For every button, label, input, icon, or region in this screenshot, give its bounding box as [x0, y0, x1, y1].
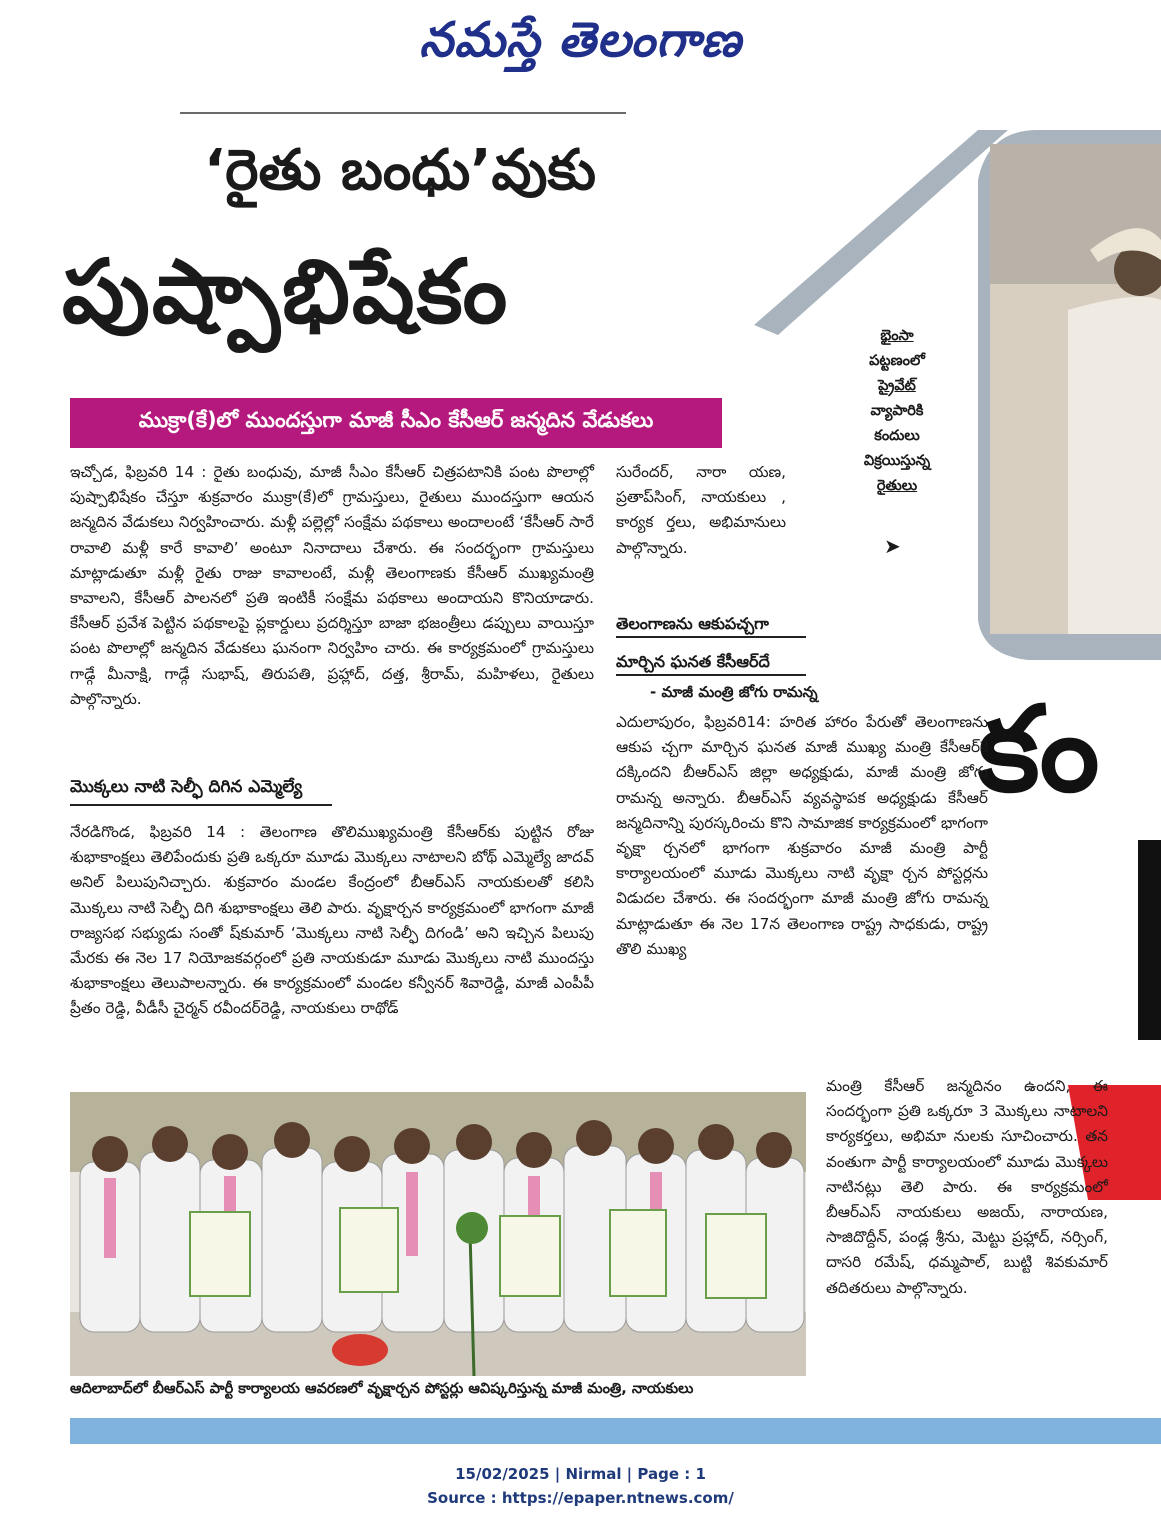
- side-caption-line: రైతులు: [876, 478, 918, 494]
- side-headline-fragment: కం: [978, 680, 1100, 818]
- bottom-color-bar: [70, 1418, 1161, 1444]
- story3-heading-rule: [616, 674, 806, 676]
- side-caption-line: ప్రైవేట్: [878, 378, 916, 394]
- story2-heading: మొక్కలు నాటి సెల్ఫీ దిగిన ఎమ్మెల్యే: [70, 777, 303, 797]
- story1-body: ఇచ్చోడ, ఫిబ్రవరి 14 : రైతు బంధువు, మాజీ సీఎం కేసీఆర్ చిత్రపటానికి పంట పొలాల్లో పుష్పాభిషేకం చేస్తూ శుక్రవారం ముక్రా(కే)లో గ్రామస్తులు, రైతులు ముందస్తుగా ఆయన జన్మదిన వేడుకలు నిర్వహించారు. మళ్లీ పల్లెల్లో సంక్షేమ పథకాలు అందాలంటే ‘కేసీఆర్ సారే రావాలి మళ్లీ కారే కావాలి’ అంటూ నినాదాలు చేశారు. ఈ సందర్భంగా గ్రామస్తులు మాట్లాడుతూ మళ్లీ రైతు రాజు కావాలంటే, మళ్లీ తెలంగాణకు కేసీఆర్ ముఖ్యమంత్రి కావాలని, కేసీఆర్ పాలనలో ప్రతి ఇంటికీ సంక్షేమ పథకాలు అందాయని కొనియాడారు. కేసీఆర్ ప్రవేశ పెట్టిన పథకాలపై ప్లకార్డులు ప్రదర్శిస్తూ బాజా భజంత్రీలు డప్పులు వాయిస్తూ పంట పొలాల్లో జన్మదిన వేడుకలు ఘనంగా నిర్వహిం చారు. ఈ కార్యక్రమంలో గ్రామస్తులు గాడ్గే మీనాక్షి, గాడ్గే సుభాష్, తిరుపతి, ప్రహ్లాద్, దత్త, శ్రీరామ్, మహిళలు, రైతులు పాల్గొన్నారు.: [70, 463, 594, 708]
- side-caption-line: విక్రయిస్తున్న: [863, 453, 931, 469]
- masthead-rule: [180, 112, 626, 114]
- headline-line1: ‘రైతు బంధు’వుకు: [204, 138, 596, 203]
- masthead-title: నమస్తే తెలంగాణ: [419, 12, 742, 68]
- footer-date-page: 15/02/2025 | Nirmal | Page : 1: [455, 1465, 706, 1483]
- story3-heading-line1: తెలంగాణను ఆకుపచ్చగా: [616, 614, 769, 633]
- footer-source: Source : https://epaper.ntnews.com/: [427, 1489, 734, 1507]
- people-group: [80, 1146, 804, 1332]
- group-photo: [70, 1092, 806, 1376]
- story2-heading-rule: [70, 804, 332, 806]
- arrow-icon: ➤: [884, 534, 901, 558]
- side-caption-line: వ్యాపారికి: [870, 403, 924, 419]
- farmer-body: [1068, 297, 1161, 634]
- side-caption-line: భైంసా: [880, 328, 914, 344]
- side-photo-caption: [842, 324, 952, 499]
- sapling-leaves: [456, 1212, 488, 1244]
- story1-continued: సురేందర్, నారా యణ, ప్రతాప్‌సింగ్, నాయకులు , కార్యక ర్తలు, అభిమానులు పాల్గొన్నారు.: [616, 463, 786, 557]
- story3-body-continued: మంత్రి కేసీఆర్ జన్మదినం ఉందని, ఈ సందర్భంగా ప్రతి ఒక్కరూ 3 మొక్కలు నాటాలని కార్యకర్తలు, అభిమా నులకు సూచించారు. తన వంతుగా పార్టీ కార్యాలయంలో మూడు మొక్కలు నాటినట్లు తెలి పారు. ఈ కార్యక్రమంలో బీఆర్ఎస్ నాయకులు అజయ్, నారాయణ, సాజిదొద్దీన్, పండ్ల శ్రీను, మెట్టు ప్రహ్లాద్, నర్సింగ్, దాసరి రమేష్, ధమ్మపాల్, బుట్టి శివకుమార్ తదితరులు పాల్గొన్నారు.: [826, 1077, 1108, 1297]
- deck-banner: [70, 398, 722, 448]
- story3-byline: - మాజీ మంత్రి జోగు రామన్న: [650, 683, 818, 701]
- side-caption-line: కందులు: [874, 428, 920, 444]
- headline-block: [1138, 840, 1161, 1040]
- story3-heading-line2: మార్చిన ఘనత కేసీఆర్‌దే: [616, 652, 770, 671]
- frame-diagonal: [754, 130, 1008, 335]
- side-caption-line: పట్టణంలో: [869, 353, 925, 369]
- red-bucket: [332, 1334, 388, 1366]
- story2-body: నేరడిగొండ, ఫిబ్రవరి 14 : తెలంగాణ తొలిముఖ్యమంత్రి కేసీఆర్‌కు పుట్టిన రోజు శుభాకాంక్షలు తెలిపేందుకు ప్రతి ఒక్కరూ మూడు మొక్కలు నాటాలని బోథ్ ఎమ్మెల్యే జాదవ్ అనిల్ పిలుపునిచ్చారు. శుక్రవారం మండల కేంద్రంలో బీఆర్ఎస్ నాయకులతో కలిసి మొక్కలు నాటి సెల్ఫీ దిగి శుభాకాంక్షలు తెలి పారు. వృక్షార్చన కార్యక్రమంలో భాగంగా మాజీ రాజ్యసభ సభ్యుడు సంతో ష్‌కుమార్ ‘మొక్కలు నాటి సెల్ఫీ దిగండి’ అని ఇచ్చిన పిలుపు మేరకు ఈ నెల 17 నియోజకవర్గంలో ప్రతి నాయకుడూ మూడు మొక్కలు నాటి ముందస్తు శుభాకాంక్షలు తెలుపాలన్నారు. ఈ కార్యక్రమంలో మండల కన్వీనర్ శివారెడ్డి, మాజీ ఎంపీపీ ప్రీతం రెడ్డి, వీడీసీ చైర్మన్ రవీందర్‌రెడ్డి, నాయకులు రాథోడ్: [70, 823, 594, 1018]
- story3-heading-rule: [616, 636, 806, 638]
- headline-line2: పుష్పాభిషేకం: [62, 240, 510, 343]
- story3-body: ఎదులాపురం, ఫిబ్రవరి14: హరిత హారం పేరుతో తెలంగాణను ఆకుప చ్చగా మార్చిన ఘనత మాజీ ముఖ్య మంత్రి కేసీఆర్‌కే దక్కిందని బీఆర్ఎస్ జిల్లా అధ్యక్షుడు, మాజీ మంత్రి జోగు రామన్న అన్నారు. బీఆర్ఎస్ వ్యవస్థాపక అధ్యక్షుడు కేసీఆర్ జన్మదినాన్ని పురస్కరించు కొని సామాజిక కార్యక్రమంలో భాగంగా వృక్షా ర్చనలో భాగంగా శుక్రవారం మాజీ మంత్రి పార్టీ కార్యాలయంలో మూడు మొక్కలు నాటి వృక్షా ర్చన పోస్టర్లను విడుదల చేశారు. ఈ సందర్భంగా మాజీ మంత్రి జోగు రామన్న మాట్లాడుతూ ఈ నెల 17న తెలంగాణ రాష్ట్ర సాధకుడు, రాష్ట్ర తొలి ముఖ్య: [616, 713, 988, 958]
- deck-text: ముక్రా(కే)లో ముందస్తుగా మాజీ సీఎం కేసీఆర్ జన్మదిన వేడుకలు: [138, 408, 654, 432]
- photo-caption: ఆదిలాబాద్‌లో బీఆర్ఎస్ పార్టీ కార్యాలయ ఆవరణలో వృక్షార్చన పోస్టర్లు ఆవిష్కరిస్తున్న మాజీ మంత్రి, నాయకులు: [70, 1381, 694, 1397]
